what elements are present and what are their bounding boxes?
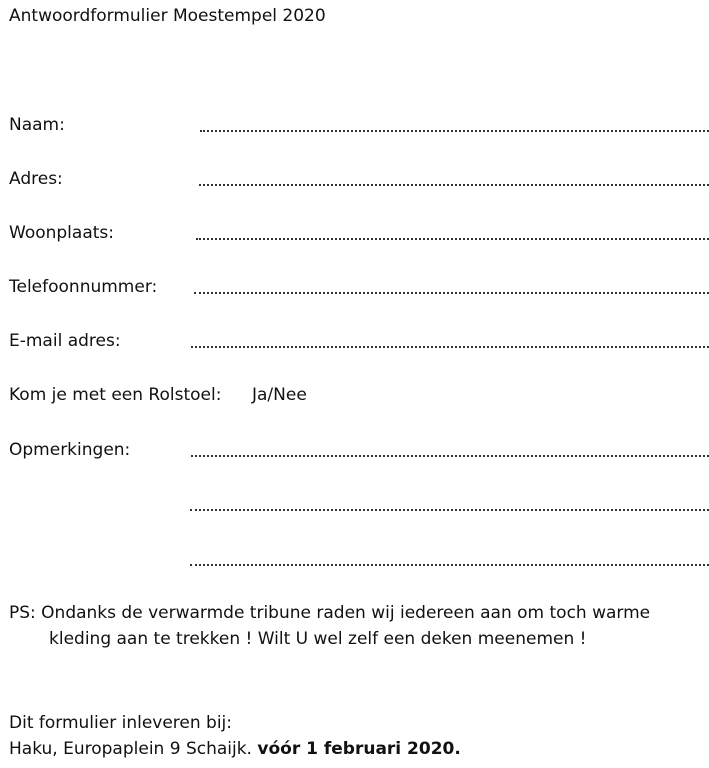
footer-address: Haku, Europaplein 9 Schaijk. xyxy=(9,739,252,759)
adres-label: Adres: xyxy=(9,169,63,189)
opmerkingen-field-1[interactable] xyxy=(191,455,709,457)
rolstoel-options[interactable]: Ja/Nee xyxy=(252,385,307,405)
telefoon-field[interactable] xyxy=(194,292,709,294)
footer-address-line xyxy=(9,739,461,759)
opmerkingen-field-3[interactable] xyxy=(190,564,709,566)
footer-deadline: vóór 1 februari 2020. xyxy=(257,739,461,759)
adres-field[interactable] xyxy=(199,184,709,186)
telefoon-label: Telefoonnummer: xyxy=(9,277,158,297)
email-field[interactable] xyxy=(191,346,709,348)
woonplaats-label: Woonplaats: xyxy=(9,223,114,243)
woonplaats-field[interactable] xyxy=(196,238,709,240)
naam-field[interactable] xyxy=(200,130,709,132)
ps-line-1: PS: Ondanks de verwarmde tribune raden wij iedereen aan om toch warme xyxy=(9,603,651,623)
email-label: E-mail adres: xyxy=(9,331,121,351)
footer-instruction: Dit formulier inleveren bij: xyxy=(9,713,233,733)
opmerkingen-label: Opmerkingen: xyxy=(9,440,131,460)
naam-label: Naam: xyxy=(9,115,65,135)
rolstoel-label: Kom je met een Rolstoel: xyxy=(9,385,222,405)
form-title: Antwoordformulier Moestempel 2020 xyxy=(9,6,326,26)
ps-line-2: kleding aan te trekken ! Wilt U wel zelf een deken meenemen ! xyxy=(49,629,587,649)
opmerkingen-field-2[interactable] xyxy=(190,509,709,511)
